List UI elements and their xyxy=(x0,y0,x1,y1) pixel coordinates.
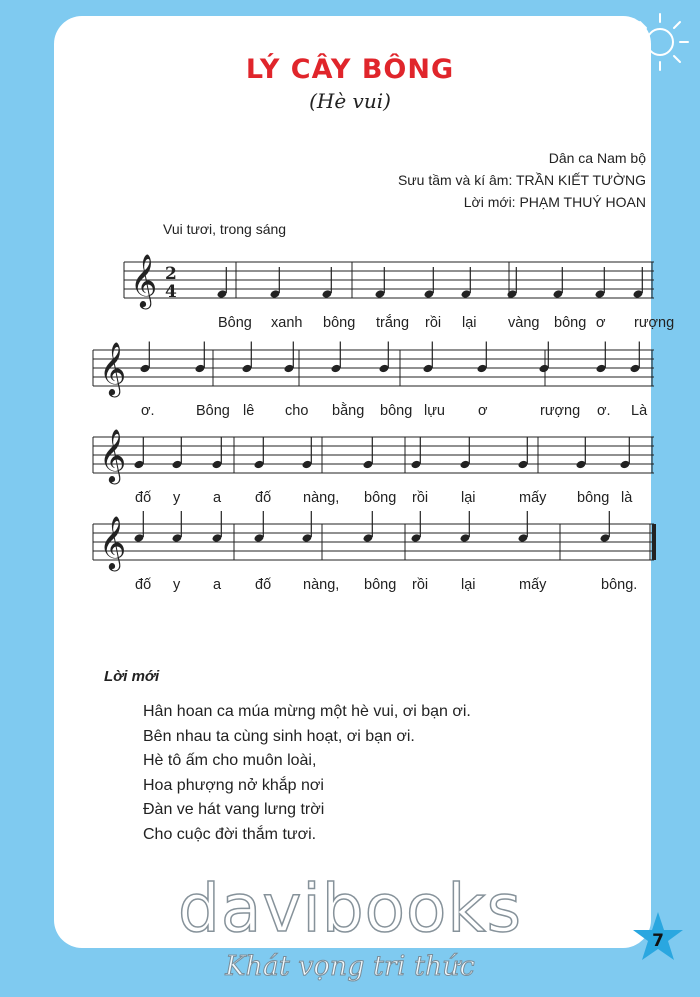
lyric-syllable: rồi xyxy=(425,315,442,331)
lyric-syllable: đố xyxy=(135,577,152,593)
lyric-syllable: a xyxy=(213,490,222,506)
lyric-syllable: nàng, xyxy=(303,577,340,593)
lyric-syllable: y xyxy=(173,577,181,593)
lyric-syllable: lê xyxy=(243,403,255,419)
lyric-syllable: lại xyxy=(462,315,477,331)
lyric-syllable: Bông xyxy=(218,315,252,331)
lyric-syllable: cho xyxy=(285,403,309,419)
lyric-syllable: vàng xyxy=(508,315,540,331)
lyric-syllable: ơ. xyxy=(597,403,611,419)
lyric-syllable: bông xyxy=(577,490,610,506)
lyric-line: Hoa phượng nở khắp nơi xyxy=(143,776,324,794)
lyric-line: Cho cuộc đời thắm tươi. xyxy=(143,825,317,843)
tempo-marking: Vui tươi, trong sáng xyxy=(163,221,287,237)
treble-clef-icon: 𝄞 xyxy=(99,428,127,482)
song-subtitle: (Hè vui) xyxy=(309,89,391,113)
lyric-syllable: ơ xyxy=(596,315,606,331)
lyric-syllable: bông xyxy=(323,315,356,331)
time-signature-bottom: 4 xyxy=(165,282,177,302)
lyric-syllable: bông xyxy=(554,315,587,331)
lyric-syllable: Là xyxy=(631,403,648,419)
song-origin: Dân ca Nam bộ xyxy=(548,150,646,166)
lyric-syllable: đố xyxy=(255,577,272,593)
lyric-syllable: rồi xyxy=(412,490,429,506)
page-number-badge xyxy=(630,910,686,966)
treble-clef-icon: 𝄞 xyxy=(99,515,127,569)
lyric-syllable: rượng xyxy=(634,315,675,331)
lyric-syllable: lại xyxy=(461,490,476,506)
lyric-syllable: a xyxy=(213,577,222,593)
lyric-syllable: nàng, xyxy=(303,490,340,506)
lyric-syllable: lại xyxy=(461,577,476,593)
lyric-syllable: lựu xyxy=(424,403,445,419)
lyric-syllable: bông xyxy=(380,403,413,419)
treble-clef-icon: 𝄞 xyxy=(130,253,158,307)
publisher-watermark: davibooks xyxy=(178,870,522,947)
lyric-syllable: xanh xyxy=(271,315,303,331)
song-title: LÝ CÂY BÔNG xyxy=(245,54,455,85)
time-signature-top: 2 xyxy=(165,264,177,284)
lyric-line: Bên nhau ta cùng sinh hoạt, ơi bạn ơi. xyxy=(143,727,415,745)
lyric-syllable: ơ. xyxy=(141,403,155,419)
new-lyrics xyxy=(143,700,471,847)
lyric-syllable: bằng xyxy=(332,403,365,419)
lyric-syllable: y xyxy=(173,490,181,506)
final-barline xyxy=(652,524,656,560)
lyric-line: Hân hoan ca múa mừng một hè vui, ơi bạn ơi. xyxy=(143,703,471,720)
song-collector: Sưu tầm và kí âm: TRẦN KIẾT TƯỜNG xyxy=(397,172,646,188)
treble-clef-icon: 𝄞 xyxy=(99,341,127,395)
lyric-syllable: đố xyxy=(255,490,272,506)
lyric-syllable: rượng xyxy=(540,403,581,419)
song-new-lyrics-author: Lời mới: PHẠM THUÝ HOAN xyxy=(463,194,646,210)
publisher-slogan: Khát vọng tri thức xyxy=(225,951,475,982)
lyric-syllable: trắng xyxy=(376,315,410,331)
lyric-syllable: bông xyxy=(364,490,397,506)
lyric-syllable: đố xyxy=(135,490,152,506)
lyric-syllable: mấy xyxy=(519,490,547,506)
lyric-syllable: là xyxy=(621,490,633,506)
new-lyrics-heading: Lời mới xyxy=(104,668,160,685)
lyric-syllable: Bông xyxy=(196,403,230,419)
lyric-syllable: ơ xyxy=(478,403,488,419)
lyric-line: Đàn ve hát vang lưng trời xyxy=(143,801,325,818)
lyric-syllable: rồi xyxy=(412,577,429,593)
lyric-syllable: bông. xyxy=(601,577,638,593)
lyric-line: Hè tô ấm cho muôn loài, xyxy=(143,752,317,769)
lyric-syllable: bông xyxy=(364,577,397,593)
lyric-syllable: mấy xyxy=(519,577,547,593)
page-number: 7 xyxy=(652,931,664,951)
